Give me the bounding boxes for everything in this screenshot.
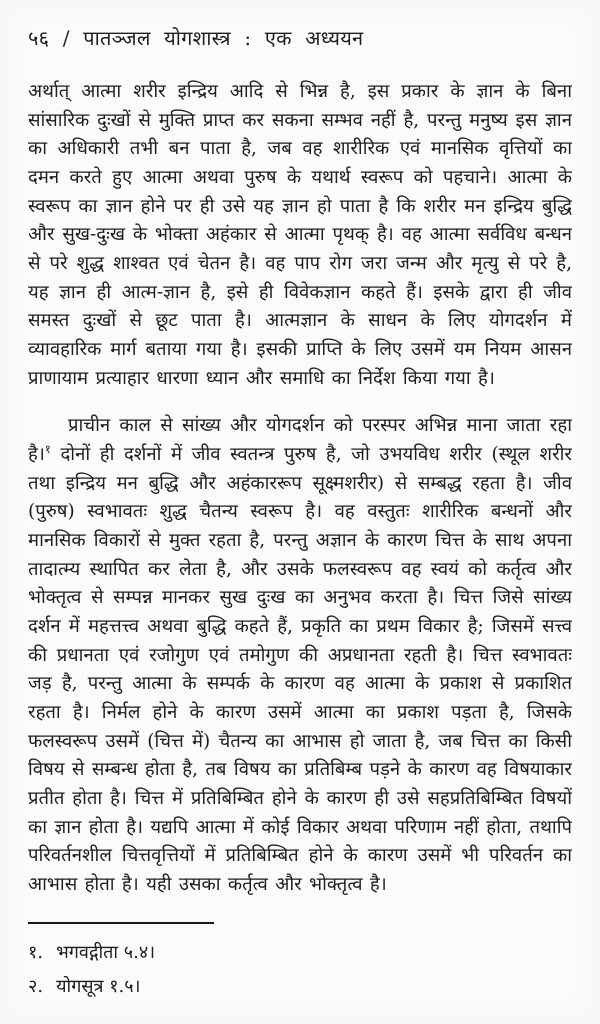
paragraph-2 [28,412,572,899]
footnote-2-number: २. [28,976,44,997]
footnotes-section [28,908,572,1004]
footnote-marker-1: १ [44,441,51,456]
paragraph-2-text-a: प्राचीन काल से सांख्य और योगदर्शन को परस्पर अभिन्न माना जाता रहा है। [28,415,572,466]
footnote-1-text: भगवद्गीता ५.४। [56,942,156,963]
body-text [28,78,572,908]
footnote-2-text: योगसूत्र १.५। [56,976,141,997]
paragraph-1 [28,78,572,393]
footnote-separator-rule [28,922,214,924]
footnote-1 [28,936,572,970]
paragraph-2-text-b: दोनों ही दर्शनों में जीव स्वतन्त्र पुरुष है, जो उभयविध शरीर (स्थूल शरीर तथा इन्द्रिय मन बुद्धि और अहंकाररूप सूक्ष्मशरीर) से सम्बद्ध रहता है। जीव (पुरुष) स्वभावतः शुद्ध चैतन्य स्वरूप है। वह वस्तुतः शारीरिक बन्धनों और मानसिक विकारों से मुक्त रहता है, परन्तु अज्ञान के कारण चित्त के साथ अपना तादात्म्य स्थापित कर लेता है, और उसके फलस्वरूप वह स्वयं को कर्तृत्व और भोक्तृत्व से सम्पन्न मानकर सुख दुःख का अनुभव करता है। चित्त जिसे सांख्य दर्शन में महत्तत्त्व अथवा बुद्धि कहते हैं, प्रकृति का प्रथम विकार है; जिसमें सत्त्व की प्रधानता एवं रजोगुण एवं तमोगुण की अप्रधानता रहती है। चित्त स्वभावतः जड़ है, परन्तु आत्मा के सम्पर्क के कारण वह आत्मा के प्रकाश से प्रकाशित रहता है। निर्मल होने के कारण उसमें आत्मा का प्रकाश पड़ता है, जिसके फलस्वरूप उसमें (चित्त में) चैतन्य का आभास हो जाता है, जब चित्त का किसी विषय से सम्बन्ध होता है, तब विषय का प्रतिबिम्ब पड़ने के कारण वह विषयाकार प्रतीत होता है। चित्त में प्रतिबिम्बित होने के कारण ही उसे सहप्रतिबिम्बित विषयों का ज्ञान होता है। यद्यपि आत्मा में कोई विकार अथवा परिणाम नहीं होता, तथापि परिवर्तनशील चित्तवृत्तियों में प्रतिबिम्बित होने के कारण उसमें भी परिवर्तन का आभास होता है। यही उसका कर्तृत्व और भोक्तृत्व है। [28,444,572,896]
page-header: ५६ / पातञ्जल योगशास्त्र : एक अध्ययन [28,26,364,50]
paragraph-1-text: अर्थात् आत्मा शरीर इन्द्रिय आदि से भिन्न है, इस प्रकार के ज्ञान के बिना सांसारिक दुःखों से मुक्ति प्राप्त कर सकना सम्भव नहीं है, परन्तु मनुष्य इस ज्ञान का अधिकारी तभी बन पाता है, जब वह शारीरिक एवं मानसिक वृत्तियों का दमन करते हुए आत्मा अथवा पुरुष के यथार्थ स्वरूप को पहचाने। आत्मा के स्वरूप का ज्ञान होने पर ही उसे यह ज्ञान हो पाता है कि शरीर मन इन्द्रिय बुद्धि और सुख-दुःख के भोक्ता अहंकार से आत्मा पृथक् है। वह आत्मा सर्वविध बन्धन से परे शुद्ध शाश्वत एवं चेतन है। वह पाप रोग जरा जन्म और मृत्यु से परे है, यह ज्ञान ही आत्म-ज्ञान है, इसे ही विवेकज्ञान कहते हैं। इसके द्वारा ही जीव समस्त दुःखों से छूट पाता है। आत्मज्ञान के साधन के लिए योगदर्शन में व्यावहारिक मार्ग बताया गया है। इसकी प्राप्ति के लिए उसमें यम नियम आसन प्राणायाम प्रत्याहार धारणा ध्यान और समाधि का निर्देश किया गया है। [28,81,572,389]
footnote-2 [28,970,572,1004]
footnote-1-number: १. [28,942,44,963]
